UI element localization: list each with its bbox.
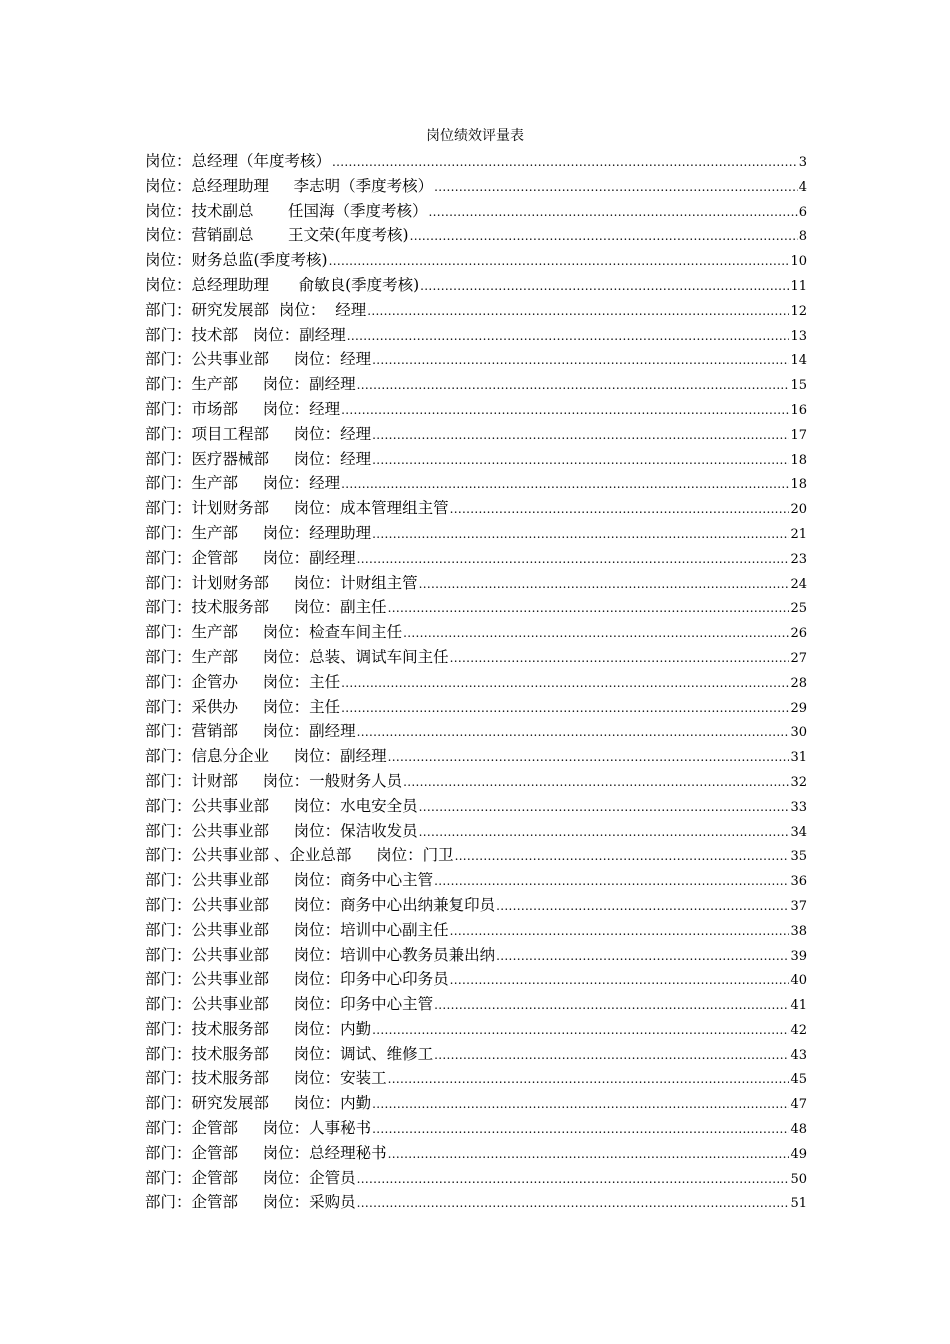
toc-page-number: 6	[798, 204, 807, 220]
toc-page-number: 13	[790, 328, 807, 344]
toc-entry[interactable]	[145, 1190, 807, 1215]
dot-leader	[450, 497, 790, 521]
dot-leader	[347, 324, 790, 348]
toc-entry[interactable]	[145, 571, 807, 596]
toc-page-number: 49	[790, 1146, 807, 1162]
dot-leader	[372, 1092, 789, 1116]
toc-page-number: 37	[790, 898, 807, 914]
toc-entry-text: 部门：信息分企业 岗位：副经理	[145, 747, 387, 766]
toc-entry-text: 岗位：技术副总 任国海（季度考核）	[145, 201, 428, 220]
toc-page-number: 25	[790, 601, 807, 617]
toc-page-number: 3	[798, 155, 807, 170]
dot-leader	[388, 1142, 790, 1166]
dot-leader	[420, 274, 789, 298]
toc-entry[interactable]	[145, 298, 807, 323]
toc-entry-text: 部门：技术服务部 岗位：内勤	[145, 1019, 372, 1038]
toc-entry[interactable]	[145, 769, 807, 794]
toc-page-number: 24	[790, 576, 807, 592]
dot-leader	[434, 175, 798, 199]
toc-entry-text: 部门：生产部 岗位：总装、调试车间主任	[145, 647, 449, 666]
toc-entry[interactable]	[145, 992, 807, 1017]
dot-leader	[357, 1191, 790, 1215]
toc-page-number: 15	[790, 378, 807, 394]
toc-entry-text: 部门：技术服务部 岗位：安装工	[145, 1069, 387, 1088]
toc-entry[interactable]	[145, 546, 807, 571]
toc-entry-text: 部门：研究发展部 岗位：内勤	[145, 1094, 372, 1113]
toc-entry[interactable]	[145, 447, 807, 472]
toc-entry[interactable]	[145, 223, 807, 248]
toc-entry-text: 部门：公共事业部 岗位：商务中心主管	[145, 871, 434, 890]
toc-entry-text: 部门：企管部 岗位：采购员	[145, 1193, 356, 1212]
toc-entry[interactable]	[145, 1166, 807, 1191]
dot-leader	[403, 621, 789, 645]
toc-entry[interactable]	[145, 149, 807, 174]
dot-leader	[372, 522, 789, 546]
toc-entry[interactable]	[145, 471, 807, 496]
toc-page-number: 23	[790, 551, 807, 567]
toc-entry[interactable]	[145, 893, 807, 918]
toc-entry[interactable]	[145, 1116, 807, 1141]
toc-page-number: 14	[790, 353, 807, 369]
toc-entry-text: 部门：计划财务部 岗位：成本管理组主管	[145, 499, 449, 518]
toc-entry[interactable]	[145, 1066, 807, 1091]
dot-leader	[388, 596, 790, 620]
toc-entry[interactable]	[145, 273, 807, 298]
dot-leader	[450, 919, 790, 943]
dot-leader	[434, 1043, 789, 1067]
toc-entry-text: 岗位：总经理助理 李志明（季度考核）	[145, 176, 434, 195]
dot-leader	[357, 720, 790, 744]
toc-entry[interactable]	[145, 347, 807, 372]
dot-leader	[403, 770, 789, 794]
toc-entry[interactable]	[145, 496, 807, 521]
toc-entry-text: 部门：市场部 岗位：经理	[145, 399, 341, 418]
toc-page-number: 8	[798, 229, 807, 245]
dot-leader	[341, 472, 789, 496]
toc-entry-text: 部门：研究发展部 岗位： 经理	[145, 300, 367, 319]
toc-page-number: 45	[790, 1072, 807, 1088]
toc-page-number: 40	[790, 973, 807, 989]
toc-page-number: 33	[790, 799, 807, 815]
toc-page-number: 35	[790, 849, 807, 865]
toc-entry-text: 部门：生产部 岗位：经理助理	[145, 523, 372, 542]
toc-page-number: 47	[790, 1097, 807, 1113]
toc-entry-text: 部门：公共事业部 岗位：培训中心教务员兼出纳	[145, 945, 496, 964]
dot-leader	[410, 224, 798, 248]
toc-page-number: 48	[790, 1122, 807, 1138]
toc-entry-text: 部门：公共事业部 岗位：保洁收发员	[145, 821, 418, 840]
dot-leader	[367, 299, 789, 323]
toc-entry[interactable]	[145, 843, 807, 868]
toc-page-number: 11	[790, 278, 807, 294]
toc-page-number: 31	[790, 750, 807, 766]
toc-entry-text: 部门：采供办 岗位：主任	[145, 697, 341, 716]
toc-entry[interactable]	[145, 918, 807, 943]
toc-page-number: 51	[790, 1196, 807, 1212]
toc-entry[interactable]	[145, 199, 807, 224]
toc-entry[interactable]	[145, 868, 807, 893]
toc-page-number: 29	[790, 700, 807, 716]
toc-entry[interactable]	[145, 323, 807, 348]
toc-page-number: 18	[790, 452, 807, 468]
dot-leader	[496, 944, 789, 968]
toc-page-number: 4	[798, 179, 807, 195]
toc-entry[interactable]	[145, 967, 807, 992]
toc-entry-text: 部门：公共事业部 岗位：经理	[145, 350, 372, 369]
toc-entry-text: 部门：公共事业部 岗位：印务中心印务员	[145, 970, 449, 989]
toc-entry[interactable]	[145, 1091, 807, 1116]
toc-entry-text: 部门：生产部 岗位：经理	[145, 474, 341, 493]
toc-page-number: 17	[790, 427, 807, 443]
toc-page-number: 18	[790, 477, 807, 493]
toc-entry[interactable]	[145, 943, 807, 968]
toc-entry-text: 部门：公共事业部 岗位：培训中心副主任	[145, 920, 449, 939]
dot-leader	[341, 671, 789, 695]
toc-entry-text: 部门：项目工程部 岗位：经理	[145, 424, 372, 443]
toc-page-number: 42	[790, 1022, 807, 1038]
dot-leader	[434, 993, 789, 1017]
toc-page-number: 50	[790, 1171, 807, 1187]
toc-entry[interactable]	[145, 695, 807, 720]
toc-entry-text: 部门：生产部 岗位：检查车间主任	[145, 623, 403, 642]
toc-page-number: 34	[790, 824, 807, 840]
dot-leader	[357, 1167, 790, 1191]
toc-entry[interactable]	[145, 521, 807, 546]
dot-leader	[372, 1117, 789, 1141]
toc-entry[interactable]	[145, 372, 807, 397]
dot-leader	[357, 373, 790, 397]
toc-entry-text: 部门：医疗器械部 岗位：经理	[145, 449, 372, 468]
document-title: 岗位绩效评量表	[426, 128, 524, 144]
toc-entry-text: 部门：营销部 岗位：副经理	[145, 722, 356, 741]
toc-page-number: 10	[790, 254, 807, 270]
table-of-contents	[145, 149, 807, 1215]
toc-entry-text: 部门：生产部 岗位：副经理	[145, 375, 356, 394]
toc-page-number: 36	[790, 874, 807, 890]
dot-leader	[450, 646, 790, 670]
dot-leader	[450, 968, 790, 992]
toc-entry[interactable]	[145, 1017, 807, 1042]
toc-entry-text: 部门：公共事业部 、企业总部 岗位：门卫	[145, 846, 454, 865]
toc-entry[interactable]	[145, 248, 807, 273]
toc-entry[interactable]	[145, 595, 807, 620]
dot-leader	[419, 572, 790, 596]
toc-page-number: 16	[790, 402, 807, 418]
dot-leader	[341, 398, 789, 422]
toc-entry-text: 部门：企管办 岗位：主任	[145, 672, 341, 691]
toc-entry-text: 部门：计划财务部 岗位：计财组主管	[145, 573, 418, 592]
toc-page-number: 28	[790, 675, 807, 691]
dot-leader	[372, 423, 789, 447]
toc-entry[interactable]	[145, 1141, 807, 1166]
toc-entry[interactable]	[145, 794, 807, 819]
toc-entry[interactable]	[145, 819, 807, 844]
toc-page-number: 27	[790, 650, 807, 666]
toc-entry[interactable]	[145, 744, 807, 769]
toc-page-number: 20	[790, 502, 807, 518]
dot-leader	[388, 745, 790, 769]
toc-entry[interactable]	[145, 397, 807, 422]
dot-leader	[332, 150, 798, 174]
toc-entry[interactable]	[145, 422, 807, 447]
toc-entry-text: 部门：企管部 岗位：副经理	[145, 548, 356, 567]
toc-page-number: 41	[790, 998, 807, 1014]
toc-entry[interactable]	[145, 645, 807, 670]
toc-entry-text: 岗位：总经理（年度考核）	[145, 152, 332, 170]
dot-leader	[372, 448, 789, 472]
dot-leader	[419, 795, 790, 819]
toc-page-number: 21	[790, 526, 807, 542]
toc-entry-text: 部门：公共事业部 岗位：水电安全员	[145, 796, 418, 815]
toc-entry-text: 部门：技术部 岗位：副经理	[145, 325, 346, 344]
dot-leader	[372, 1018, 789, 1042]
toc-entry-text: 岗位：营销副总 王文荣(年度考核)	[145, 226, 409, 245]
toc-entry[interactable]	[145, 670, 807, 695]
dot-leader	[429, 200, 798, 224]
toc-page-number: 38	[790, 923, 807, 939]
toc-entry-text: 部门：企管部 岗位：人事秘书	[145, 1119, 372, 1138]
toc-entry-text: 部门：公共事业部 岗位：印务中心主管	[145, 995, 434, 1014]
toc-entry-text: 部门：技术服务部 岗位：副主任	[145, 598, 387, 617]
toc-page-number: 32	[790, 774, 807, 790]
toc-page-number: 39	[790, 948, 807, 964]
toc-entry-text: 部门：公共事业部 岗位：商务中心出纳兼复印员	[145, 895, 496, 914]
dot-leader	[372, 348, 789, 372]
toc-entry-text: 部门：企管部 岗位：企管员	[145, 1168, 356, 1187]
dot-leader	[419, 820, 790, 844]
toc-entry[interactable]	[145, 719, 807, 744]
dot-leader	[388, 1067, 790, 1091]
toc-entry[interactable]	[145, 1042, 807, 1067]
toc-entry[interactable]	[145, 174, 807, 199]
dot-leader	[455, 844, 790, 868]
dot-leader	[341, 696, 789, 720]
toc-page-number: 26	[790, 626, 807, 642]
dot-leader	[434, 869, 789, 893]
toc-page-number: 43	[790, 1047, 807, 1063]
toc-page-number: 12	[790, 303, 807, 319]
toc-page-number: 30	[790, 725, 807, 741]
toc-entry[interactable]	[145, 620, 807, 645]
dot-leader	[357, 547, 790, 571]
dot-leader	[329, 249, 790, 273]
toc-entry-text: 部门：计财部 岗位：一般财务人员	[145, 771, 403, 790]
toc-entry-text: 岗位：财务总监(季度考核)	[145, 251, 328, 270]
toc-entry-text: 岗位：总经理助理 俞敏良(季度考核)	[145, 275, 420, 294]
toc-entry-text: 部门：技术服务部 岗位：调试、维修工	[145, 1044, 434, 1063]
toc-entry-text: 部门：企管部 岗位：总经理秘书	[145, 1143, 387, 1162]
dot-leader	[496, 894, 789, 918]
